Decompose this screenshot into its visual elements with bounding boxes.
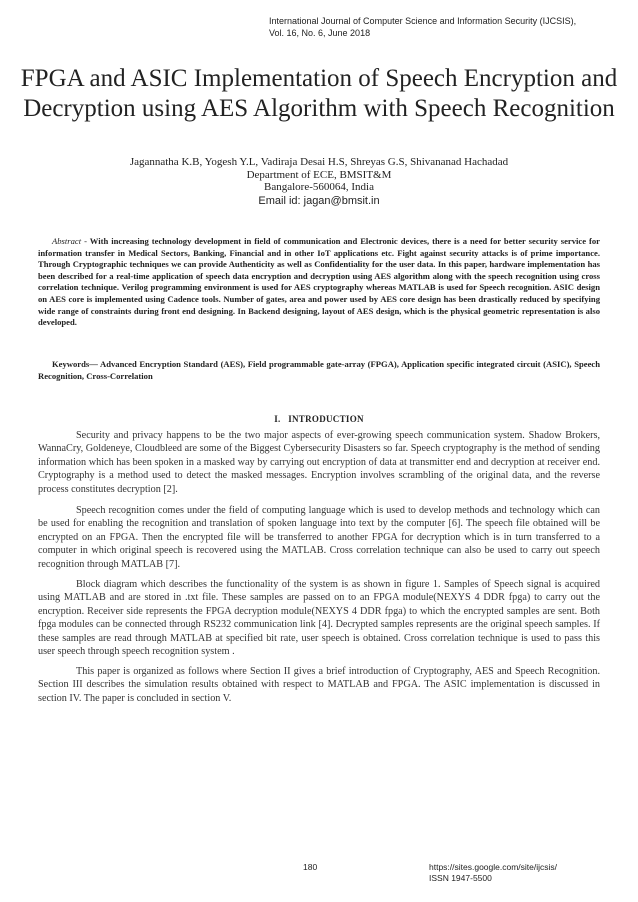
author-names: Jagannatha K.B, Yogesh Y.L, Vadiraja Desai H.S, Shreyas G.S, Shivananad Hachadad	[129, 156, 509, 168]
journal-name: International Journal of Computer Science and Information Security (IJCSIS),	[269, 16, 577, 26]
page-number: 180	[303, 862, 318, 872]
intro-paragraph: Speech recognition comes under the field of computing language which is used to develop methods and technology which can be used for enabling the recognition and translation of spoken language into text by the computer [6]. The speech file obtained will be encrypted on an FPGA. Then the encrypted file will be transferred to another FPGA for decryption which is in turn transferred to a computer in which original speech is recovered using the MATLAB. Cross correlation technique can also be used to carry out speech recognition through MATLAB [7].	[38, 505, 600, 570]
abstract	[38, 236, 600, 329]
section-number: I.	[274, 414, 281, 424]
journal-header	[269, 15, 599, 39]
author-block	[20, 156, 618, 209]
paper-title: FPGA and ASIC Implementation of Speech Encryption and Decryption using AES Algorithm with Speech Recognition	[20, 65, 618, 122]
intro-paragraph: This paper is organized as follows where Section II gives a brief introduction of Cryptography, AES and Speech Recognition. Section III describes the simulation results obtained with respect to MATLAB and FPGA. The ASIC implementation is discussed in section IV. The paper is concluded in section V.	[38, 666, 600, 704]
intro-paragraph: Security and privacy happens to be the two major aspects of ever-growing speech communication system. Shadow Brokers, WannaCry, Goldeneye, Cloudbleed are some of the Biggest Cybersecurity Disasters so far. Speech cryptography is the method of sending information which has been spoken in a masked way by carrying out encryption of data at transmitter end and decryption at receiver end. Cryptography is a method used to detect the masked messages. Encryption involves scrambling of the original data, and the reverse process constitutes decryption [2].	[38, 430, 600, 495]
author-email: Email id: jagan@bmsit.in	[258, 194, 380, 207]
author-location: Bangalore-560064, India	[264, 181, 374, 193]
abstract-label: Abstract -	[52, 236, 87, 246]
section-title: INTRODUCTION	[288, 414, 364, 424]
footer-issn: ISSN 1947-5500	[429, 873, 492, 883]
intro-paragraph: Block diagram which describes the functionality of the system is as shown in figure 1. Samples of Speech signal is acquired using MATLAB and are stored in .txt file. These samples are passed on to an FPGA module(NEXYS 4 DDR fpga) to carry out the encryption. Receiver side represents the FPGA decryption module(NEXYS 4 DDR fpga) to which the encrypted samples are sent. Both fpga modules can be connected through RS232 communication link [4]. Decrypted samples represents are the original speech samples. If these samples are read through MATLAB at specified bit rate, user speech is obtained. Cross correlation technique is used to pass this user speech through speech recognition system .	[38, 579, 600, 658]
keywords-label: Keywords—	[52, 359, 98, 369]
footer-url: https://sites.google.com/site/ijcsis/	[429, 862, 558, 872]
author-department: Department of ECE, BMSIT&M	[246, 168, 392, 181]
abstract-text: With increasing technology development in field of communication and Electronic devices, there is a need for better security service for information transfer in Medical Sectors, Banking, Financial and in other IoT applications etc. Fight against security attacks is of prime importance. Through Cryptographic techniques we can provide Authenticity as well as Confidentiality for the user data. In this paper, hardware implementation has been described for a real-time application of speech data encryption and decryption using AES algorithm along with the speech recognition using cross correlation technique. Verilog programming environment is used for AES cryptography whereas MATLAB is used for Speech recognition. ASIC design on AES core is implemented using Cadence tools. Number of gates, area and power used by AES core design has been drastically reduced by specifying wide range of constraints during front end designing. In Backend designing, layout of AES design, which is the physical geometric representation is also developed.	[38, 236, 600, 328]
journal-volume: Vol. 16, No. 6, June 2018	[269, 28, 371, 38]
footer-info	[429, 862, 619, 884]
keywords	[38, 359, 600, 382]
keywords-text: Advanced Encryption Standard (AES), Field programmable gate-array (FPGA), Application specific integrated circuit (ASIC), Speech Recognition, Cross-Correlation	[38, 359, 600, 381]
section-heading-introduction	[20, 414, 618, 424]
